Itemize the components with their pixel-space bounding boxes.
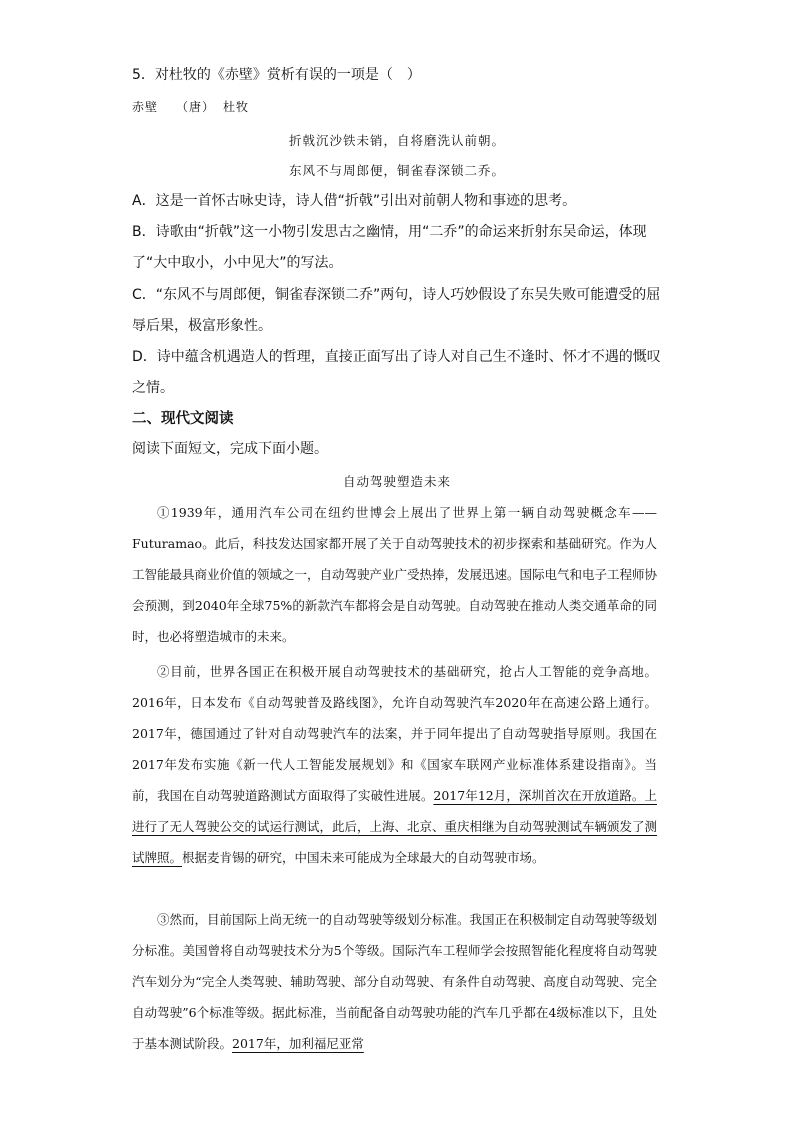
poem-dynasty: （唐） [176,100,216,114]
section-heading: 二、现代文阅读 [132,411,234,427]
poem-title: 赤壁 [132,100,159,114]
option-b: B．诗歌由“折戟”这一小物引发思古之幽情，用“二乔”的命运来折射东吴命运，体现了“大中取小，小中见大”的写法。 [132,224,647,271]
reading-instruction: 阅读下面短文，完成下面小题。 [132,441,328,457]
article-paragraph-1: ①1939年，通用汽车公司在纽约世博会上展出了世界上第一辆自动驾驶概念车——Futuramao。此后，科技发达国家都开展了关于自动驾驶技术的初步探索和基础研究。作为人工智能最具商业价值的领域之一，自动驾驶产业广受热捧，发展迅速。国际电气和电子工程师协会预测，到2040年全球75%的新款汽车都将会是自动驾驶。自动驾驶在推动人类交通革命的同时，也必将塑造城市的未来。 [132,505,658,644]
article-paragraph-2 [132,656,657,873]
paragraph-2-text-a: ②目前，世界各国正在积极开展自动驾驶技术的基础研究，抢占人工智能的竞争高地。2016年，日本发布《自动驾驶普及路线图》，允许自动驾驶汽车2020年在高速公路上通行。2017年，德国通过了针对自动驾驶汽车的法案，并于同年提出了自动驾驶指导原则。我国在2017年发布实施《新一代人工智能发展规划》和《国家车联网产业标准体系建设指南》。当前，我国在自动驾驶道路测试方面取得了实破性进展。 [132,664,657,803]
poem-line-2: 东风不与周郎便，铜雀春深锁二乔。 [288,163,505,178]
poem-header [132,98,249,115]
option-c: C．“东风不与周郎便，铜雀春深锁二乔”两句，诗人巧妙假设了东吴失败可能遭受的屈辱后果，极富形象性。 [132,287,661,334]
paragraph-3-underlined-text: 2017年，加利福尼亚常 [232,1036,364,1051]
article-title: 自动驾驶塑造未来 [342,474,451,489]
question-title: 5．对杜牧的《赤壁》赏析有误的一项是（ ） [132,67,421,83]
paragraph-3-text-a: ③然而，目前国际上尚无统一的自动驾驶等级划分标准。我国正在积极制定自动驾驶等级划分标准。美国曾将自动驾驶技术分为5个等级。国际汽车工程师学会按照智能化程度将自动驾驶汽车划分为“完全人类驾驶、辅助驾驶、部分自动驾驶、有条件自动驾驶、高度自动驾驶、完全自动驾驶”6个标准等级。据此标准，当前配备自动驾驶功能的汽车几乎都在4级标准以下，且处于基本测试阶段。 [132,912,658,1051]
article-paragraph-3 [132,904,657,1059]
poem-line-1: 折戟沉沙铁未销，自将磨洗认前朝。 [288,133,505,148]
option-d: D．诗中蕴含机遇造人的哲理，直接正面写出了诗人对自己生不逢时、怀才不遇的慨叹之情。 [132,349,661,396]
paragraph-2-underlined-text: 2017年12月，深圳首次在开放道路。上进行了无人驾驶公交的试运行测试，此后，上海、北京、重庆相继为自动驾驶测试车辆颁发了测试牌照。 [132,788,658,865]
option-a: A．这是一首怀古咏史诗，诗人借“折戟”引出对前朝人物和事迹的思考。 [132,193,577,209]
paragraph-2-text-b: 根据麦肯锡的研究，中国未来可能成为全球最大的自动驾驶市场。 [182,850,545,865]
poem-author: 杜牧 [223,100,250,114]
